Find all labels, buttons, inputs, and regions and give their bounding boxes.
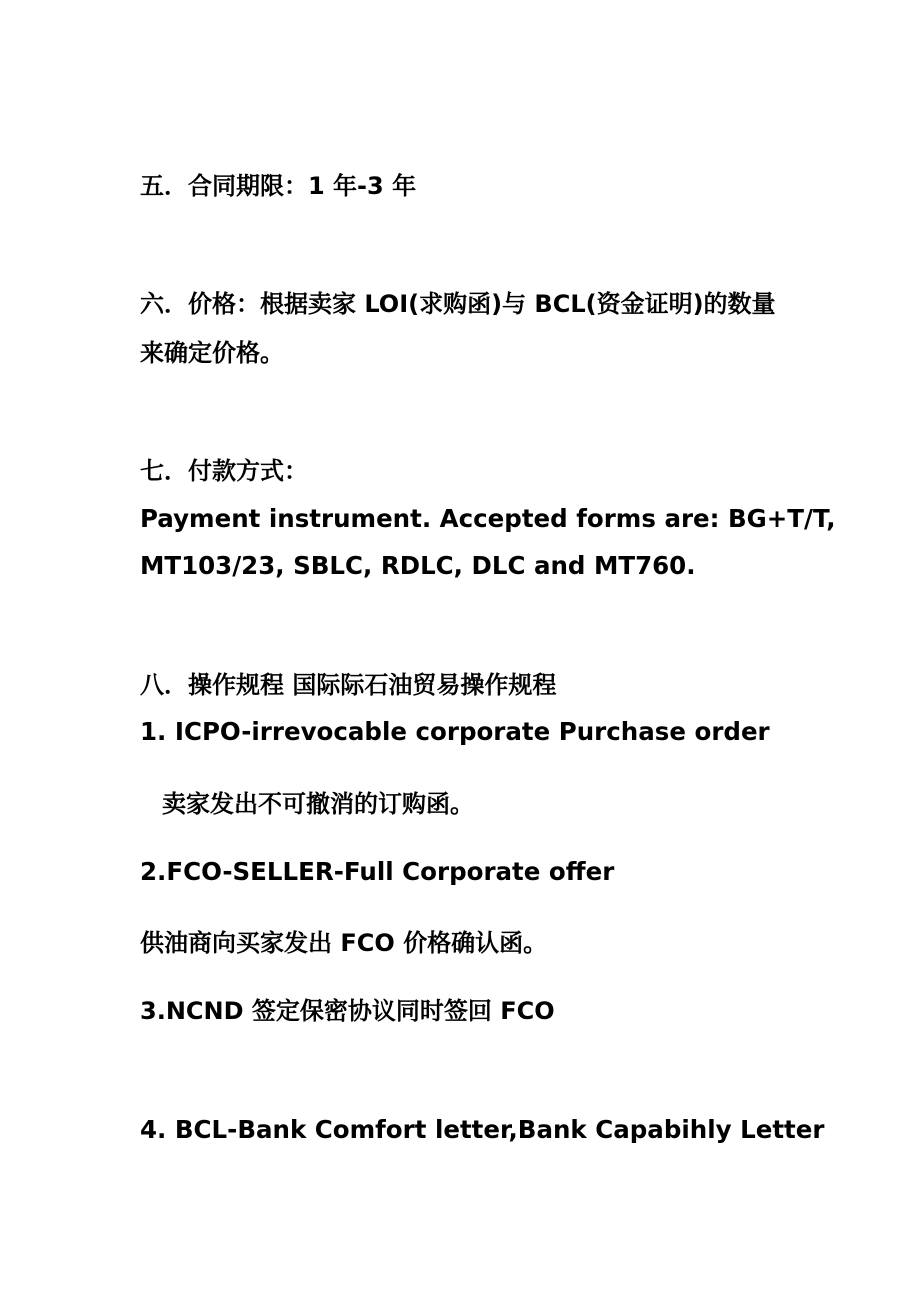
section-6-line-2: 来确定价格。 xyxy=(140,339,284,367)
section-7-line-2: MT103/23, SBLC, RDLC, DLC and MT760. xyxy=(140,551,696,580)
step-1-chinese: 卖家发出不可撤消的订购函。 xyxy=(162,790,474,818)
section-5-heading: 五．合同期限：1 年-3 年 xyxy=(140,172,417,200)
step-2-chinese: 供油商向买家发出 FCO 价格确认函。 xyxy=(140,929,548,957)
step-4: 4. BCL-Bank Comfort letter,Bank Capabihly Letter xyxy=(140,1115,825,1144)
step-2-english: 2.FCO-SELLER-Full Corporate offer xyxy=(140,857,615,886)
section-7-line-1: Payment instrument. Accepted forms are: BG+T/T, xyxy=(140,504,836,533)
section-6-line-1: 六．价格：根据卖家 LOI(求购函)与 BCL(资金证明)的数量 xyxy=(140,290,776,318)
step-1-english: 1. ICPO-irrevocable corporate Purchase order xyxy=(140,717,770,746)
section-7-heading: 七．付款方式： xyxy=(140,457,308,485)
step-3: 3.NCND 签定保密协议同时签回 FCO xyxy=(140,997,555,1025)
section-8-heading: 八．操作规程 国际际石油贸易操作规程 xyxy=(140,671,557,699)
